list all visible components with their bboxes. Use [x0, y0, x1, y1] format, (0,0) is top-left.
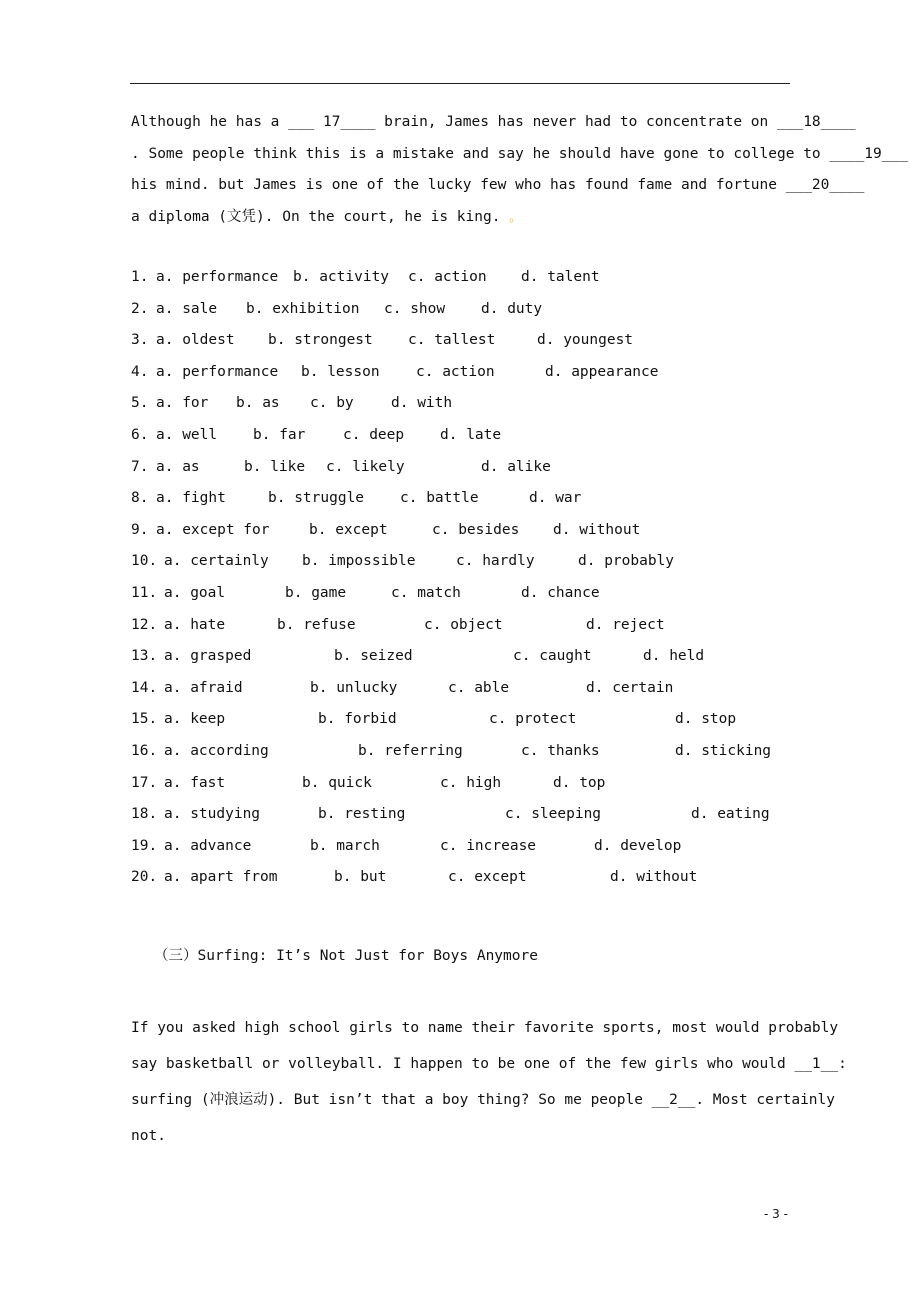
option-c: c. by [310, 395, 354, 412]
option-d: d. with [391, 395, 453, 412]
question-number: 13. [131, 648, 158, 665]
option-b: b. strongest [268, 332, 373, 349]
option-a: a. for [156, 395, 209, 412]
option-a: a. studying [164, 806, 261, 823]
question-number: 4. [131, 363, 149, 380]
option-d: d. develop [594, 837, 682, 854]
option-a: a. oldest [156, 332, 235, 349]
option-d: d. talent [521, 269, 600, 285]
option-b: b. quick [302, 774, 372, 791]
option-b: b. resting [318, 806, 406, 823]
question-number: 10. [131, 553, 158, 570]
option-b: b. activity [293, 269, 390, 285]
option-d: d. without [610, 869, 698, 886]
header-rule [130, 83, 790, 84]
option-b: b. struggle [268, 490, 365, 507]
passage-line: Although he has a ___ 17____ brain, James has never had to concentrate on ___18____ [131, 114, 856, 130]
option-b: b. refuse [277, 616, 356, 633]
passage-line: say basketball or volleyball. I happen to be one of the few girls who would __1__: [131, 1056, 847, 1072]
option-b: b. march [310, 837, 380, 854]
option-c: c. sleeping [505, 806, 602, 823]
option-d: d. without [553, 521, 641, 538]
question-number: 2. [131, 300, 149, 317]
option-b: b. exhibition [246, 300, 360, 317]
question-number: 18. [131, 806, 158, 823]
question-number: 16. [131, 743, 158, 759]
option-a: a. sale [156, 300, 218, 317]
option-a: a. as [156, 458, 200, 475]
question-number: 14. [131, 679, 158, 696]
option-d: d. youngest [537, 332, 634, 349]
passage-line-text: a diploma (文凭). On the court, he is king. [131, 208, 501, 225]
option-d: d. held [643, 648, 705, 665]
option-c: c. able [448, 679, 510, 696]
option-d: d. stop [675, 711, 737, 728]
option-c: c. likely [326, 458, 405, 475]
option-a: a. goal [164, 585, 226, 601]
question-number: 20. [131, 869, 158, 886]
option-b: b. like [244, 458, 306, 475]
question-number: 8. [131, 490, 149, 507]
option-a: a. advance [164, 837, 252, 854]
option-d: d. reject [586, 616, 665, 633]
passage-line: . Some people think this is a mistake and say he should have gone to college to ____19___ [131, 145, 908, 162]
option-d: d. sticking [675, 743, 772, 759]
option-c: c. thanks [521, 743, 600, 759]
option-a: a. fight [156, 490, 226, 507]
question-number: 15. [131, 711, 158, 728]
option-d: d. late [440, 427, 502, 443]
option-c: c. tallest [408, 332, 496, 349]
option-a: a. well [156, 427, 218, 443]
option-a: a. fast [164, 774, 226, 791]
trailing-mark: 。 [509, 209, 522, 224]
option-c: c. action [408, 269, 487, 285]
option-d: d. eating [691, 806, 770, 823]
passage-line: If you asked high school girls to name their favorite sports, most would probably [131, 1020, 839, 1036]
option-d: d. war [529, 490, 582, 507]
option-a: a. according [164, 743, 269, 759]
question-number: 5. [131, 395, 149, 412]
question-number: 17. [131, 774, 158, 791]
option-b: b. referring [358, 743, 463, 759]
option-b: b. as [236, 395, 280, 412]
option-b: b. lesson [301, 363, 380, 380]
option-a: a. performance [156, 363, 279, 380]
option-a: a. certainly [164, 553, 269, 570]
option-c: c. deep [343, 427, 405, 443]
option-c: c. hardly [456, 553, 535, 570]
option-a: a. hate [164, 616, 226, 633]
option-d: d. appearance [545, 363, 659, 380]
option-c: c. protect [489, 711, 577, 728]
option-c: c. caught [513, 648, 592, 665]
option-a: a. performance [156, 269, 279, 285]
option-c: c. high [440, 774, 502, 791]
option-c: c. show [384, 300, 446, 317]
option-b: b. impossible [302, 553, 416, 570]
option-b: b. far [253, 427, 306, 443]
option-c: c. besides [432, 521, 520, 538]
option-d: d. top [553, 774, 606, 791]
option-c: c. increase [440, 837, 537, 854]
passage-line: his mind. but James is one of the lucky few who has found fame and fortune ___20____ [131, 177, 865, 193]
option-a: a. grasped [164, 648, 252, 665]
option-b: b. forbid [318, 711, 397, 728]
section-title: （三）Surfing: It’s Not Just for Boys Anymore [154, 948, 538, 964]
passage-line [131, 202, 796, 234]
option-a: a. afraid [164, 679, 243, 696]
passage-line: not. [131, 1128, 166, 1144]
option-c: c. except [448, 869, 527, 886]
question-number: 12. [131, 616, 158, 633]
passage-end [131, 107, 908, 233]
option-d: d. certain [586, 679, 674, 696]
option-d: d. alike [481, 458, 551, 475]
page-number: - 3 - [764, 1207, 788, 1221]
question-number: 11. [131, 585, 158, 601]
option-c: c. battle [400, 490, 479, 507]
option-a: a. except for [156, 521, 270, 538]
option-c: c. match [391, 585, 461, 601]
question-number: 9. [131, 521, 149, 538]
option-b: b. unlucky [310, 679, 398, 696]
option-d: d. chance [521, 585, 600, 601]
question-number: 7. [131, 458, 149, 475]
passage-next [131, 1010, 847, 1154]
option-d: d. probably [578, 553, 675, 570]
option-b: b. game [285, 585, 347, 601]
option-b: b. seized [334, 648, 413, 665]
question-number: 3. [131, 332, 149, 349]
passage-line: surfing (冲浪运动). But isn’t that a boy thing? So me people __2__. Most certainly [131, 1092, 836, 1108]
option-c: c. action [416, 363, 495, 380]
option-b: b. except [309, 521, 388, 538]
option-a: a. apart from [164, 869, 278, 886]
option-d: d. duty [481, 300, 543, 317]
question-number: 6. [131, 427, 149, 443]
option-c: c. object [424, 616, 503, 633]
question-number: 19. [131, 837, 158, 854]
option-a: a. keep [164, 711, 226, 728]
question-number: 1. [131, 269, 149, 285]
option-b: b. but [334, 869, 387, 886]
